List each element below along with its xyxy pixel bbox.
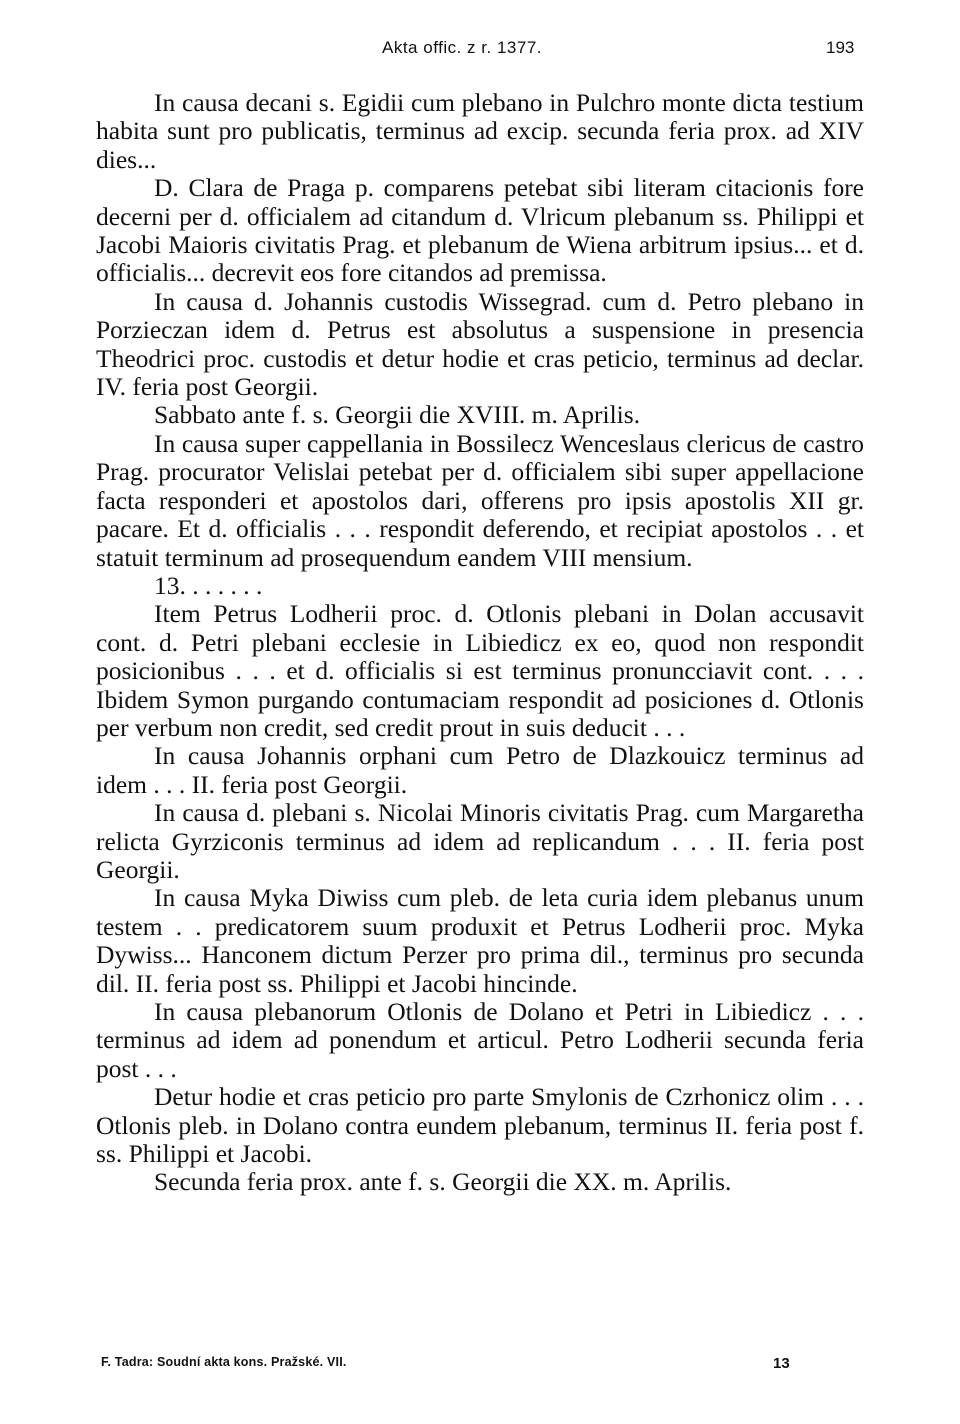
paragraph: Sabbato ante f. s. Georgii die XVIII. m. Aprilis. [154,400,641,430]
body-text [96,89,864,1197]
paragraph: In causa Myka Diwiss cum pleb. de leta curia idem plebanus unum testem . . predicatorem suum produxit et Petrus Lodherii proc. Myka Dywiss... Hanconem dictum Perzer pro prima dil., terminus pro secunda dil. II. feria post ss. Philippi et Jacobi hincinde. [96,883,864,998]
paragraph: 13. . . . . . . [154,570,263,600]
paragraph: In causa decani s. Egidii cum plebano in Pulchro monte dicta testium habita sunt pro publicatis, terminus ad excip. secunda feria prox. ad XIV dies... [96,88,864,174]
page-number: 193 [826,38,855,57]
signature-mark: 13 [773,1355,790,1372]
page-header [0,38,960,68]
paragraph: D. Clara de Praga p. comparens petebat sibi literam citacionis fore decerni per d. officialem ad citandum d. Vlricum plebanum ss. Philippi et Jacobi Maioris civitatis Prag. et plebanum de Wiena arbitrum ipsius... et d. officialis... decrevit eos fore citandos ad premissa. [96,173,864,288]
paragraph: In causa super cappellania in Bossilecz Wenceslaus clericus de castro Prag. procurator Velislai petebat per d. officialem sibi super appellacione facta responderi et apostolos dari, offerens pro ipsis apostolis XII gr. pacare. Et d. officialis . . . respondit deferendo, et recipiat apostolos . . et statuit terminum ad prosequendum eandem VIII mensium. [96,428,864,572]
paragraph: In causa d. Johannis custodis Wissegrad. cum d. Petro plebano in Porzieczan idem d. Petrus est absolutus a suspensione in presencia Theodrici proc. custodis et detur hodie et cras peticio, terminus ad declar. IV. feria post Georgii. [96,286,864,402]
paragraph: Secunda feria prox. ante f. s. Georgii die XX. m. Aprilis. [154,1167,732,1197]
paragraph: In causa d. plebani s. Nicolai Minoris civitatis Prag. cum Margaretha relicta Gyrziconis terminus ad idem ad replicandum . . . II. feria post Georgii. [96,798,864,884]
footer-credit: F. Tadra: Soudní akta kons. Pražské. VII. [101,1355,347,1369]
paragraph: In causa Johannis orphani cum Petro de Dlazkouicz terminus ad idem . . . II. feria post Georgii. [96,741,864,799]
paragraph: Item Petrus Lodherii proc. d. Otlonis plebani in Dolan accusavit cont. d. Petri plebani ecclesie in Libiedicz ex eo, quod non respondit posicionibus . . . et d. officialis si est terminus pronuncciavit cont. . . . Ibidem Symon purgando contumaciam respondit ad posiciones d. Otlonis per verbum non credit, sed credit prout in suis deducit . . . [96,599,864,742]
paragraph: In causa plebanorum Otlonis de Dolano et Petri in Libiedicz . . . terminus ad idem ad ponendum et articul. Petro Lodherii secunda feria post . . . [96,997,864,1083]
paragraph: Detur hodie et cras peticio pro parte Smylonis de Czrhonicz olim . . . Otlonis pleb. in Dolano contra eundem plebanum, terminus II. feria post f. ss. Philippi et Jacobi. [96,1082,864,1169]
running-title: Akta offic. z r. 1377. [382,38,542,57]
